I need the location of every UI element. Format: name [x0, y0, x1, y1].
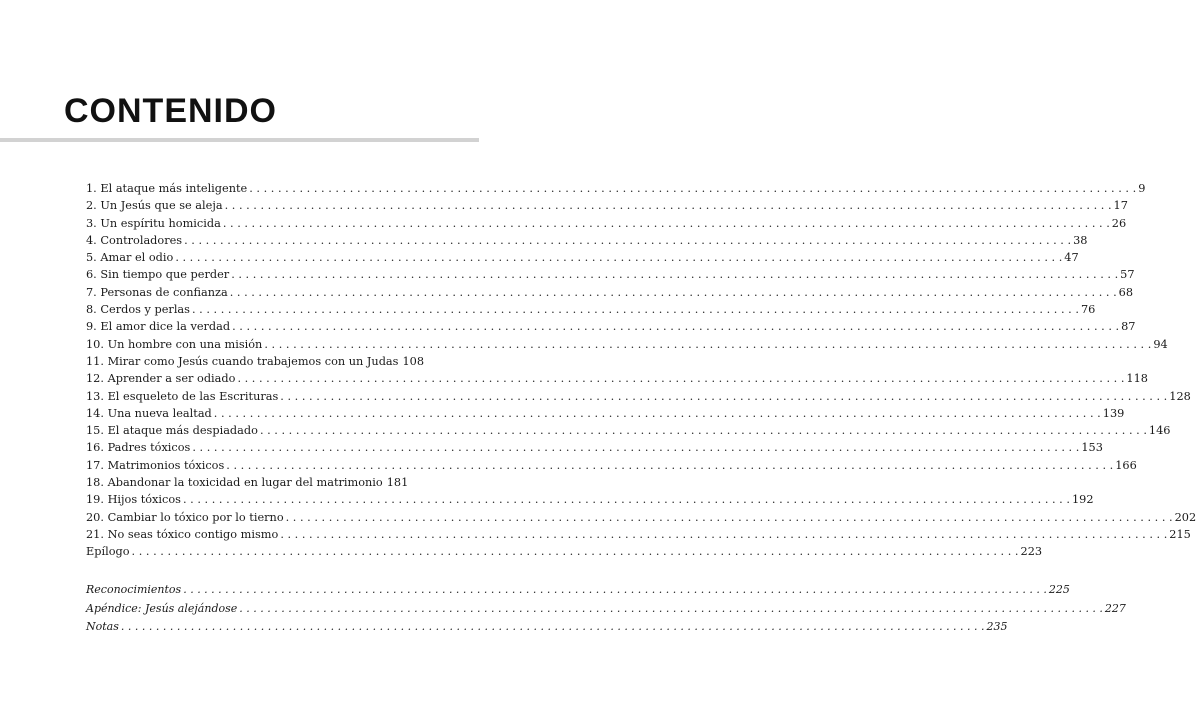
- page-number: 153: [1081, 441, 1103, 455]
- toc-entry: [86, 233, 1088, 251]
- page-number: 17: [1113, 199, 1128, 213]
- page-number: 9: [1138, 182, 1146, 195]
- dot-leader: [184, 234, 1071, 247]
- dot-leader: [223, 217, 1110, 230]
- dot-leader: [175, 251, 1062, 264]
- entry-title: Cerdos y perlas: [100, 303, 190, 317]
- entry-title: Aprender a ser odiado: [107, 372, 236, 386]
- page-number: 76: [1080, 303, 1096, 317]
- title-divider: [0, 138, 479, 142]
- chapter-number: 20.: [86, 510, 104, 524]
- chapter-number: 4.: [86, 233, 97, 247]
- chapter-number: 6.: [86, 268, 97, 282]
- dot-leader: [121, 620, 985, 633]
- chapter-number: 14.: [86, 406, 104, 420]
- toc-entry: [86, 583, 1070, 602]
- entry-title: Un Jesús que se aleja: [100, 199, 223, 213]
- dot-leader: [239, 602, 1103, 615]
- entry-title: No seas tóxico contigo mismo: [107, 527, 279, 541]
- chapter-number: 11.: [86, 354, 104, 368]
- chapter-number: 21.: [86, 527, 104, 541]
- entry-title: Reconocimientos: [86, 583, 182, 596]
- page-number: 225: [1048, 583, 1070, 596]
- toc-entry: [86, 545, 1043, 562]
- page-number: 47: [1064, 251, 1079, 265]
- dot-leader: [183, 583, 1047, 596]
- toc-entry: [86, 424, 1171, 441]
- dot-leader: [237, 372, 1124, 385]
- back-matter-list: [86, 583, 1126, 639]
- toc-entry: [86, 601, 1126, 621]
- dot-leader: [230, 286, 1117, 299]
- chapter-number: 19.: [86, 493, 104, 507]
- chapter-number: 16.: [86, 441, 104, 455]
- page-number: 118: [1126, 372, 1148, 386]
- toc-entry: [86, 441, 1103, 458]
- toc-entry: [86, 620, 1008, 639]
- toc-entry: [86, 268, 1135, 285]
- entry-title: El ataque más inteligente: [100, 182, 248, 195]
- chapter-number: 17.: [86, 458, 104, 472]
- toc-entry: [86, 199, 1128, 216]
- entry-title: Apéndice: Jesús alejándose: [86, 601, 238, 615]
- page-number: 223: [1020, 545, 1043, 559]
- dot-leader: [192, 441, 1079, 454]
- chapter-number: 18.: [86, 476, 104, 490]
- entry-title: Padres tóxicos: [107, 441, 191, 455]
- page-number: 202: [1174, 510, 1196, 524]
- entry-title: Sin tiempo que perder: [100, 268, 230, 282]
- chapter-number: 13.: [86, 389, 104, 403]
- page-number: 26: [1111, 216, 1127, 230]
- page-number: 227: [1104, 601, 1126, 615]
- page-number: 146: [1148, 424, 1171, 438]
- entry-title: Controladores: [100, 233, 183, 247]
- toc-entry: [86, 458, 1137, 476]
- entry-title: Cambiar lo tóxico por lo tierno: [107, 510, 284, 524]
- dot-leader: [280, 390, 1167, 403]
- chapter-number: 7.: [86, 285, 97, 299]
- page-number: 235: [986, 620, 1008, 633]
- page-number: 94: [1153, 337, 1168, 351]
- toc-entry: [86, 251, 1079, 268]
- page-number: 139: [1102, 406, 1125, 420]
- dot-leader: [249, 182, 1136, 195]
- entry-title: El ataque más despiadado: [107, 424, 258, 438]
- entry-title: Amar el odio: [100, 251, 174, 265]
- toc-entry: [86, 285, 1134, 303]
- entry-title: Hijos tóxicos: [107, 493, 181, 507]
- chapter-number: 1.: [86, 182, 97, 195]
- toc-entry: [86, 389, 1191, 407]
- dot-leader: [260, 424, 1147, 437]
- page-number: 38: [1073, 233, 1088, 247]
- chapter-number: 10.: [86, 337, 104, 351]
- chapter-number: 12.: [86, 372, 104, 386]
- entry-title: Epílogo: [86, 545, 130, 559]
- dot-leader: [231, 268, 1118, 281]
- toc-entry: [86, 406, 1125, 424]
- toc-entry: [86, 337, 1168, 355]
- chapter-number: 3.: [86, 216, 97, 230]
- entry-title: Personas de confianza: [100, 285, 228, 299]
- chapter-number: 5.: [86, 251, 97, 265]
- page-number: 192: [1071, 493, 1094, 507]
- chapter-number: 15.: [86, 424, 104, 438]
- toc-entry: [86, 320, 1136, 337]
- entry-title: El esqueleto de las Escrituras: [107, 389, 279, 403]
- dot-leader: [280, 528, 1167, 541]
- page-number: 68: [1118, 285, 1134, 299]
- toc-entry: [86, 354, 425, 372]
- toc-entry: [86, 527, 1191, 545]
- entry-title: Abandonar la toxicidad en lugar del matrimonio: [107, 476, 383, 490]
- page-title: CONTENIDO: [64, 92, 277, 130]
- chapter-list: [86, 182, 1196, 563]
- dot-leader: [226, 459, 1113, 472]
- dot-leader: [183, 493, 1070, 506]
- page-number: 57: [1120, 268, 1135, 282]
- chapter-number: 2.: [86, 199, 97, 213]
- toc-entry: [86, 372, 1148, 389]
- dot-leader: [264, 338, 1151, 351]
- toc-entry: [86, 182, 1146, 199]
- page-number: 166: [1115, 458, 1137, 472]
- dot-leader: [225, 199, 1112, 212]
- chapter-number: 8.: [86, 303, 97, 317]
- entry-title: Notas: [86, 620, 119, 633]
- entry-title: Matrimonios tóxicos: [107, 458, 225, 472]
- entry-title: Una nueva lealtad: [107, 406, 212, 420]
- entry-title: Un hombre con una misión: [107, 337, 263, 351]
- dot-leader: [286, 511, 1173, 524]
- page-number: 87: [1121, 320, 1136, 334]
- toc-entry: [86, 510, 1196, 528]
- chapter-number: 9.: [86, 320, 97, 334]
- page-number: 128: [1169, 389, 1191, 403]
- dot-leader: [192, 303, 1079, 316]
- toc-entry: [86, 303, 1096, 320]
- dot-leader: [214, 407, 1101, 420]
- toc-entry: [86, 493, 1094, 510]
- dot-leader: [232, 320, 1119, 333]
- page-number: 181: [386, 476, 409, 490]
- page-number: 215: [1169, 527, 1191, 541]
- toc-entry: [86, 216, 1127, 234]
- entry-title: El amor dice la verdad: [100, 320, 231, 334]
- toc-entry: [86, 476, 409, 493]
- page-number: 108: [402, 354, 425, 368]
- dot-leader: [132, 545, 1019, 558]
- entry-title: Un espíritu homicida: [100, 216, 221, 230]
- entry-title: Mirar como Jesús cuando trabajemos con un Judas: [107, 354, 399, 368]
